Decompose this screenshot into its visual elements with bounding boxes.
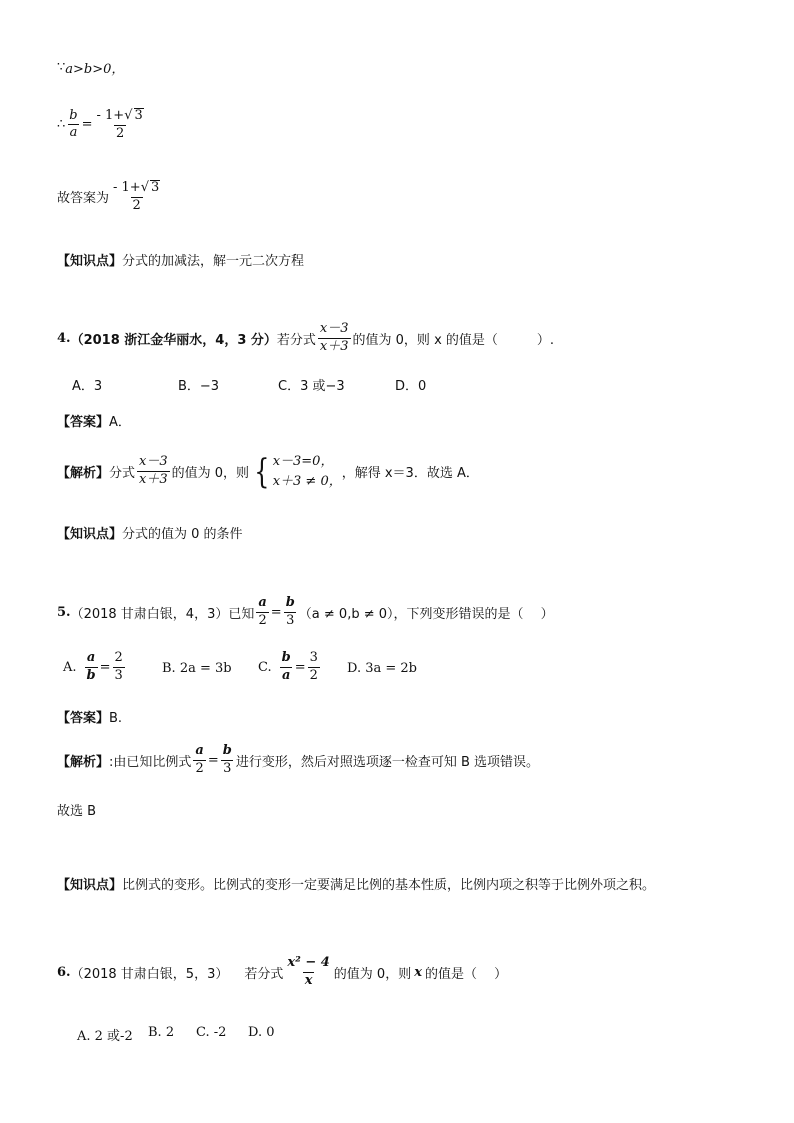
fraction-b-over-3: $\frac{b}{3}$ xyxy=(285,595,295,628)
q4-knowledge-point: 【知识点】分式的值为 0 的条件 xyxy=(57,527,243,542)
q4-option-b: B．−3 xyxy=(178,379,220,394)
q4-option-a: A．3 xyxy=(72,379,103,394)
because-expression: a>b>0， xyxy=(65,62,125,77)
therefore-symbol: ∴ xyxy=(57,117,66,133)
question-6-fraction: $\frac{\text{x² − 4}}{x}$ xyxy=(287,955,330,988)
q5-knowledge-point: 【知识点】比例式的变形。比例式的变形一定要满足比例的基本性质，比例内项之积等于比例外项之积。 xyxy=(57,878,656,893)
q4-analysis-fraction: $\frac{x-3}{x+3}$ xyxy=(139,454,168,487)
because-symbol: ∵ xyxy=(57,60,66,75)
q5-option-d: D. 3a = 2b xyxy=(347,661,417,676)
q6-option-b: B. 2 xyxy=(148,1025,175,1040)
q4-answer: 【答案】A． xyxy=(57,415,131,430)
question-5-stem: 5. （2018 甘肃白银，4，3） 已知 $\frac{a}{2}$ = $\frac{b}{3}$ （a ≠ 0,b ≠ 0），下列变形错误的是（ ） xyxy=(57,595,554,628)
fraction-a-over-2: $\frac{a}{2}$ xyxy=(258,595,267,628)
question-source: （2018 甘肃白银，4，3） xyxy=(70,606,229,622)
q4-option-c: C．3 或−3 xyxy=(278,379,345,394)
q6-option-a: A. 2 或-2 xyxy=(77,1029,133,1044)
question-6-stem: 6. （2018 甘肃白银，5，3） 若分式 $\frac{\text{x² − 4}}{x}$ 的值为 0，则 x 的值是（ ） xyxy=(57,955,508,988)
q4-analysis: 【解析】 分式 $\frac{x-3}{x+3}$ 的值为 0，则 { x－3=0， x＋3 ≠ 0， ，解得 x＝3．故选 A． xyxy=(57,451,479,492)
fraction-b-over-a: $\frac{b}{a}$ xyxy=(69,107,78,141)
question-source: （2018 浙江金华丽水，4，3 分） xyxy=(70,332,277,348)
question-number: 6. xyxy=(57,964,71,980)
q4-option-d: D．0 xyxy=(395,379,427,394)
q5-option-b: B. 2a = 3b xyxy=(162,661,232,676)
q5-answer: 【答案】B. xyxy=(57,711,123,726)
q5-option-c: C. $\frac{b}{a}$ = $\frac{3}{2}$ xyxy=(258,650,318,683)
question-number: 5. xyxy=(57,604,71,620)
q6-option-c: C. -2 xyxy=(196,1025,227,1040)
question-source: （2018 甘肃白银，5，3） xyxy=(70,966,229,982)
therefore-line: ∴ $\frac{b}{a}$ = $\frac{- 1+√ 3}{2}$ xyxy=(57,108,148,142)
q5-conclusion: 故选 B xyxy=(57,804,97,819)
because-line xyxy=(57,58,124,77)
q6-option-d: D. 0 xyxy=(248,1025,275,1040)
question-4-stem: 4. （2018 浙江金华丽水，4，3 分） 若分式 $\frac{x-3}{x+3}$ 的值为 0，则 x 的值是（ ）. xyxy=(57,321,555,354)
q5-option-a: A. $\frac{a}{b}$ = $\frac{2}{3}$ xyxy=(63,650,123,683)
q5-analysis: 【解析】 :由已知比例式 $\frac{a}{2}$ = $\frac{b}{3}$ 进行变形，然后对照选项逐一检查可知 B 选项错误。 xyxy=(57,743,540,776)
answer-statement: 故答案为 $\frac{- 1+√ 3}{2}$ xyxy=(57,180,164,214)
knowledge-point-1: 【知识点】分式的加减法，解一元二次方程 xyxy=(57,254,305,269)
answer-fraction: $\frac{- 1+√ 3}{2}$ xyxy=(113,180,160,213)
question-4-fraction: $\frac{x-3}{x+3}$ xyxy=(319,321,349,354)
condition-system: { x－3=0， x＋3 ≠ 0， xyxy=(254,451,342,492)
fraction-root-expression: $\frac{- 1+√ 3}{2}$ xyxy=(96,108,143,141)
question-number: 4. xyxy=(57,330,71,346)
